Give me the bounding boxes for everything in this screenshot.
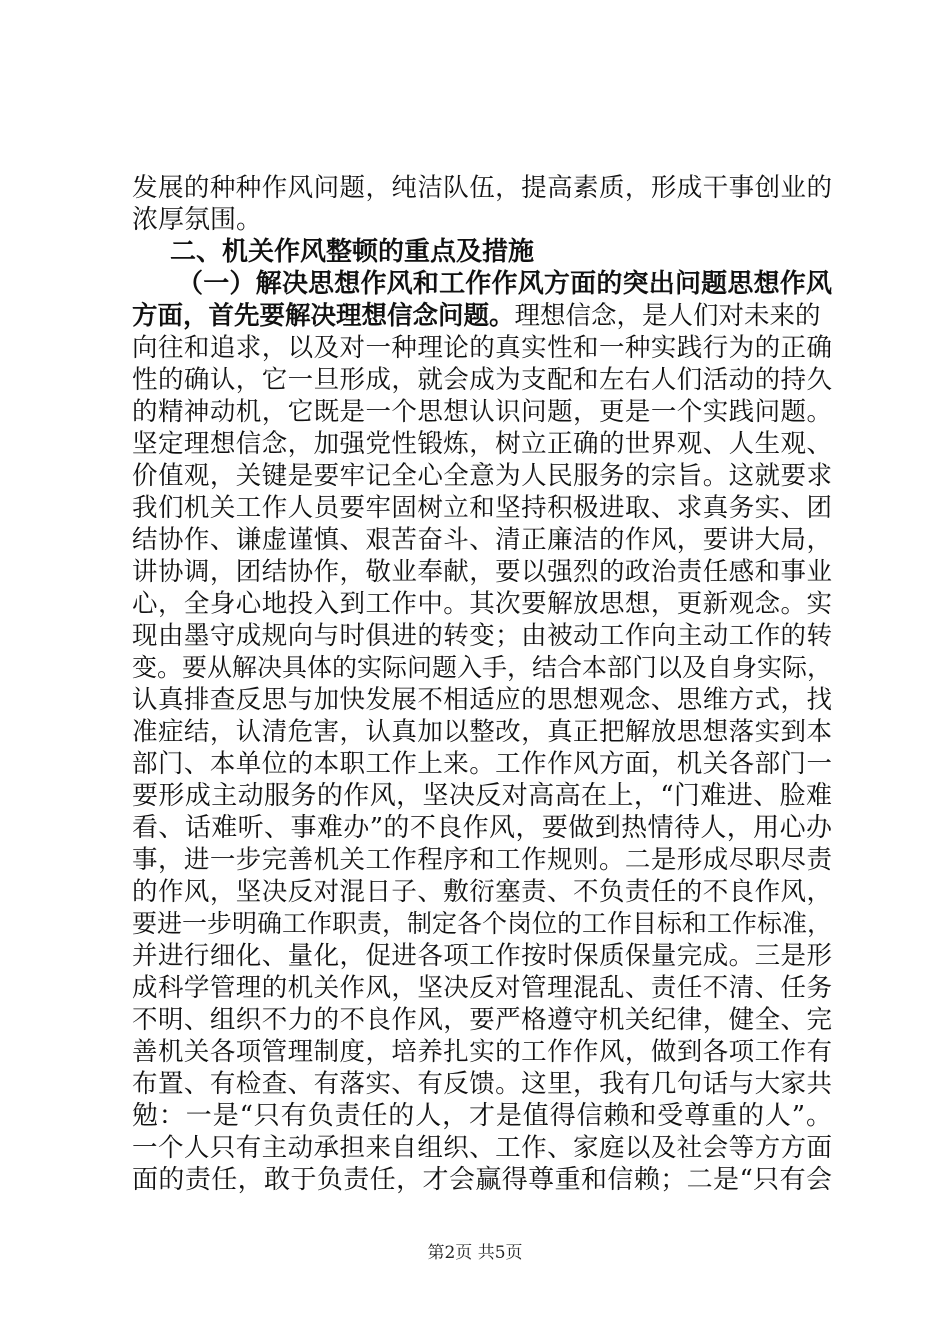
paragraph-line: 善机关各项管理制度，培养扎实的工作作风，做到各项工作有 xyxy=(132,1037,832,1067)
paragraph-line: 变。要从解决具体的实际问题入手，结合本部门以及自身实际， xyxy=(132,653,833,682)
subsection-heading: （一）解决思想作风和工作作风方面的突出问题思想作风 xyxy=(177,269,832,299)
paragraph-line: 价值观，关键是要牢记全心全意为人民服务的宗旨。这就要求 xyxy=(132,461,832,491)
paragraph-line: 坚定理想信念，加强党性锻炼，树立正确的世界观、人生观、 xyxy=(132,429,832,459)
paragraph-line: 面的责任，敢于负责任，才会赢得尊重和信赖；二是“只有会 xyxy=(132,1165,832,1195)
paragraph-line: 勉：一是“只有负责任的人，才是值得信赖和受尊重的人”。 xyxy=(132,1101,832,1131)
paragraph-line: 结协作、谦虚谨慎、艰苦奋斗、清正廉洁的作风，要讲大局， xyxy=(132,525,832,555)
paragraph-line: 事，进一步完善机关工作程序和工作规则。二是形成尽职尽责 xyxy=(132,845,832,875)
section-heading: 二、机关作风整顿的重点及措施 xyxy=(170,237,535,267)
document-body xyxy=(132,172,832,1196)
paragraph-line: 我们机关工作人员要牢固树立和坚持积极进取、求真务实、团 xyxy=(132,493,832,523)
paragraph-line: 一个人只有主动承担来自组织、工作、家庭以及社会等方方面 xyxy=(132,1133,832,1163)
paragraph-line: 性的确认，它一旦形成，就会成为支配和左右人们活动的持久 xyxy=(132,365,832,395)
paragraph-line: 向往和追求，以及对一种理论的真实性和一种实践行为的正确 xyxy=(132,333,832,363)
paragraph-line: 准症结，认清危害，认真加以整改，真正把解放思想落实到本 xyxy=(132,717,832,747)
subsection-heading-continued: 方面，首先要解决理想信念问题。 xyxy=(132,301,515,331)
paragraph-line: 浓厚氛围。 xyxy=(132,205,263,235)
paragraph-line: 并进行细化、量化，促进各项工作按时保质保量完成。三是形 xyxy=(132,941,832,971)
paragraph-text: 理想信念，是人们对未来的 xyxy=(514,301,821,331)
paragraph-line: 部门、本单位的本职工作上来。工作作风方面，机关各部门一 xyxy=(132,749,832,779)
paragraph-line: 要形成主动服务的作风，坚决反对高高在上，“门难进、脸难 xyxy=(132,781,832,811)
paragraph-line: 发展的种种作风问题，纯洁队伍，提高素质，形成干事创业的 xyxy=(132,173,832,203)
page-number-footer: 第2页 共5页 xyxy=(427,1243,523,1263)
paragraph-line: 认真排查反思与加快发展不相适应的思想观念、思维方式，找 xyxy=(132,685,832,715)
paragraph-line: 要进一步明确工作职责，制定各个岗位的工作目标和工作标准， xyxy=(132,909,833,938)
paragraph-line: 的作风，坚决反对混日子、敷衍塞责、不负责任的不良作风， xyxy=(132,877,832,907)
paragraph-line xyxy=(132,300,832,332)
paragraph-line: 成科学管理的机关作风，坚决反对管理混乱、责任不清、任务 xyxy=(132,973,832,1003)
paragraph-line: 布置、有检查、有落实、有反馈。这里，我有几句话与大家共 xyxy=(132,1069,832,1099)
paragraph-line: 现由墨守成规向与时俱进的转变；由被动工作向主动工作的转 xyxy=(132,621,832,651)
paragraph-line: 的精神动机，它既是一个思想认识问题，更是一个实践问题。 xyxy=(132,397,832,427)
paragraph-line: 讲协调，团结协作，敬业奉献，要以强烈的政治责任感和事业 xyxy=(132,557,832,587)
paragraph-line: 看、话难听、事难办”的不良作风，要做到热情待人，用心办 xyxy=(132,813,832,843)
paragraph-line: 心，全身心地投入到工作中。其次要解放思想，更新观念。实 xyxy=(132,589,832,619)
paragraph-line: 不明、组织不力的不良作风，要严格遵守机关纪律，健全、完 xyxy=(132,1005,832,1035)
